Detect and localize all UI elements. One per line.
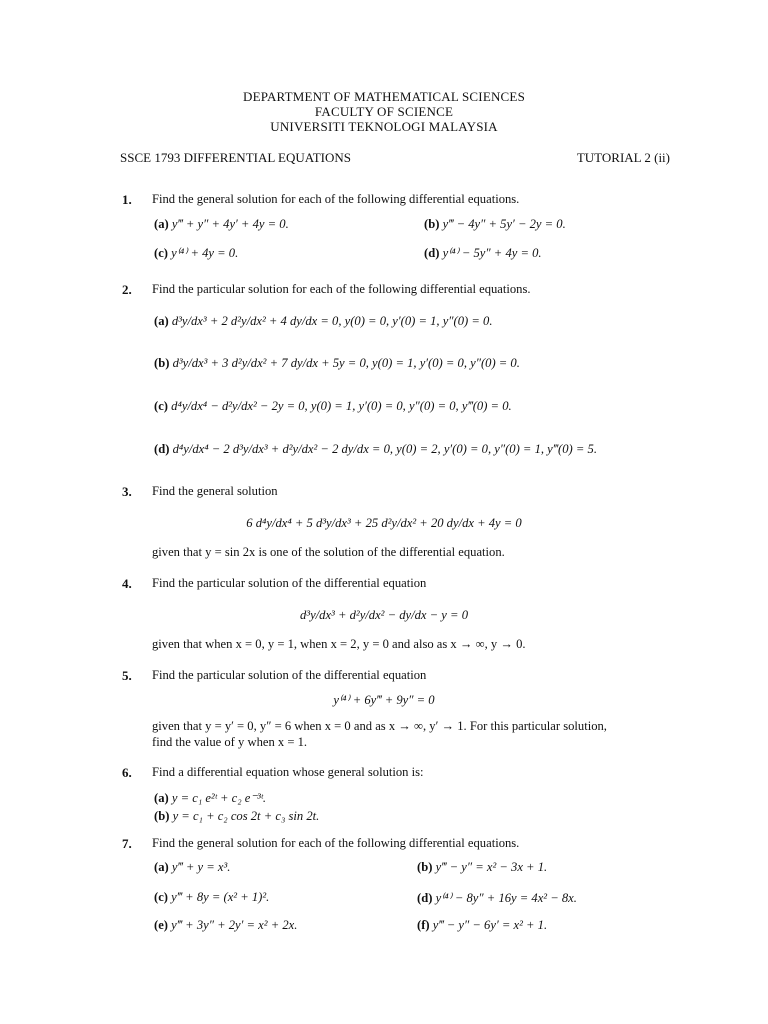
- part-label: (b): [154, 356, 170, 370]
- equation: y = c₁ e²ᵗ + c₂ e⁻³ᵗ.: [171, 791, 267, 805]
- university-title: UNIVERSITI TEKNOLOGI MALAYSIA: [270, 119, 498, 134]
- question-text: Find the general solution for each of the following differential equations.: [152, 192, 520, 206]
- equation: y‴ − y″ = x² − 3x + 1.: [435, 860, 548, 874]
- part-label: (d): [417, 891, 433, 905]
- question-number: 2.: [122, 282, 132, 297]
- part-label: (c): [154, 890, 168, 904]
- question-text: Find the particular solution of the differential equation: [152, 576, 427, 590]
- equation: y⁽⁴⁾ − 5y″ + 4y = 0.: [442, 246, 542, 260]
- equation: y⁽⁴⁾ − 8y″ + 16y = 4x² − 8x.: [435, 891, 577, 905]
- question-condition: given that y = y′ = 0, y″ = 6 when x = 0 and as x → ∞, y′ → 1. For this particular solution,: [152, 719, 607, 733]
- part-label: (a): [154, 860, 169, 874]
- question-number: 6.: [122, 765, 132, 780]
- equation: d⁴y/dx⁴ − d²y/dx² − 2y = 0, y(0) = 1, y′(0) = 0, y″(0) = 0, y‴(0) = 0.: [171, 399, 512, 413]
- equation: y‴ − 4y″ + 5y′ − 2y = 0.: [442, 217, 566, 231]
- equation: y‴ + y″ + 4y′ + 4y = 0.: [171, 217, 289, 231]
- faculty-title: FACULTY OF SCIENCE: [314, 104, 454, 119]
- question-number: 3.: [122, 484, 132, 499]
- question-text: Find the particular solution for each of the following differential equations.: [152, 282, 531, 296]
- display-equation: d³y/dx³ + d²y/dx² − dy/dx − y = 0: [300, 608, 468, 622]
- equation: y = c₁ + c₂ cos 2t + c₃ sin 2t.: [172, 809, 320, 823]
- department-title: DEPARTMENT OF MATHEMATICAL SCIENCES: [242, 89, 526, 104]
- equation: d⁴y/dx⁴ − 2 d³y/dx³ + d²y/dx² − 2 dy/dx = 0, y(0) = 2, y′(0) = 0, y″(0) = 1, y‴(0) = 5.: [172, 442, 597, 456]
- part-label: (a): [154, 217, 169, 231]
- part-label: (b): [154, 809, 170, 823]
- course-title: SSCE 1793 DIFFERENTIAL EQUATIONS: [120, 150, 351, 165]
- question-number: 5.: [122, 668, 132, 683]
- question-condition: given that when x = 0, y = 1, when x = 2, y = 0 and also as x → ∞, y → 0.: [152, 637, 526, 651]
- display-equation: y⁽⁴⁾ + 6y‴ + 9y″ = 0: [333, 693, 435, 707]
- question-text: Find the general solution: [152, 484, 278, 498]
- part-label: (d): [154, 442, 170, 456]
- part-label: (b): [417, 860, 433, 874]
- equation: y‴ + 3y″ + 2y′ = x² + 2x.: [171, 918, 298, 932]
- question-number: 1.: [122, 192, 132, 207]
- part-label: (f): [417, 918, 430, 932]
- equation: y‴ − y″ − 6y′ = x² + 1.: [432, 918, 548, 932]
- question-text: Find the general solution for each of the following differential equations.: [152, 836, 520, 850]
- question-number: 7.: [122, 836, 132, 851]
- part-label: (e): [154, 918, 168, 932]
- display-equation: 6 d⁴y/dx⁴ + 5 d³y/dx³ + 25 d²y/dx² + 20 dy/dx + 4y = 0: [246, 516, 522, 530]
- question-condition: find the value of y when x = 1.: [152, 735, 308, 749]
- part-label: (b): [424, 217, 440, 231]
- question-condition: given that y = sin 2x is one of the solution of the differential equation.: [152, 545, 505, 559]
- equation: y⁽⁴⁾ + 4y = 0.: [171, 246, 239, 260]
- part-label: (c): [154, 399, 168, 413]
- question-number: 4.: [122, 576, 132, 591]
- part-label: (c): [154, 246, 168, 260]
- question-text: Find a differential equation whose general solution is:: [152, 765, 424, 779]
- equation: d³y/dx³ + 3 d²y/dx² + 7 dy/dx + 5y = 0, y(0) = 1, y′(0) = 0, y″(0) = 0.: [172, 356, 520, 370]
- part-label: (a): [154, 791, 169, 805]
- part-label: (a): [154, 314, 169, 328]
- question-text: Find the particular solution of the differential equation: [152, 668, 427, 682]
- equation: d³y/dx³ + 2 d²y/dx² + 4 dy/dx = 0, y(0) = 0, y′(0) = 1, y″(0) = 0.: [171, 314, 493, 328]
- part-label: (d): [424, 246, 440, 260]
- equation: y‴ + 8y = (x² + 1)².: [171, 890, 270, 904]
- tutorial-label: TUTORIAL 2 (ii): [576, 150, 670, 165]
- equation: y‴ + y = x³.: [171, 860, 231, 874]
